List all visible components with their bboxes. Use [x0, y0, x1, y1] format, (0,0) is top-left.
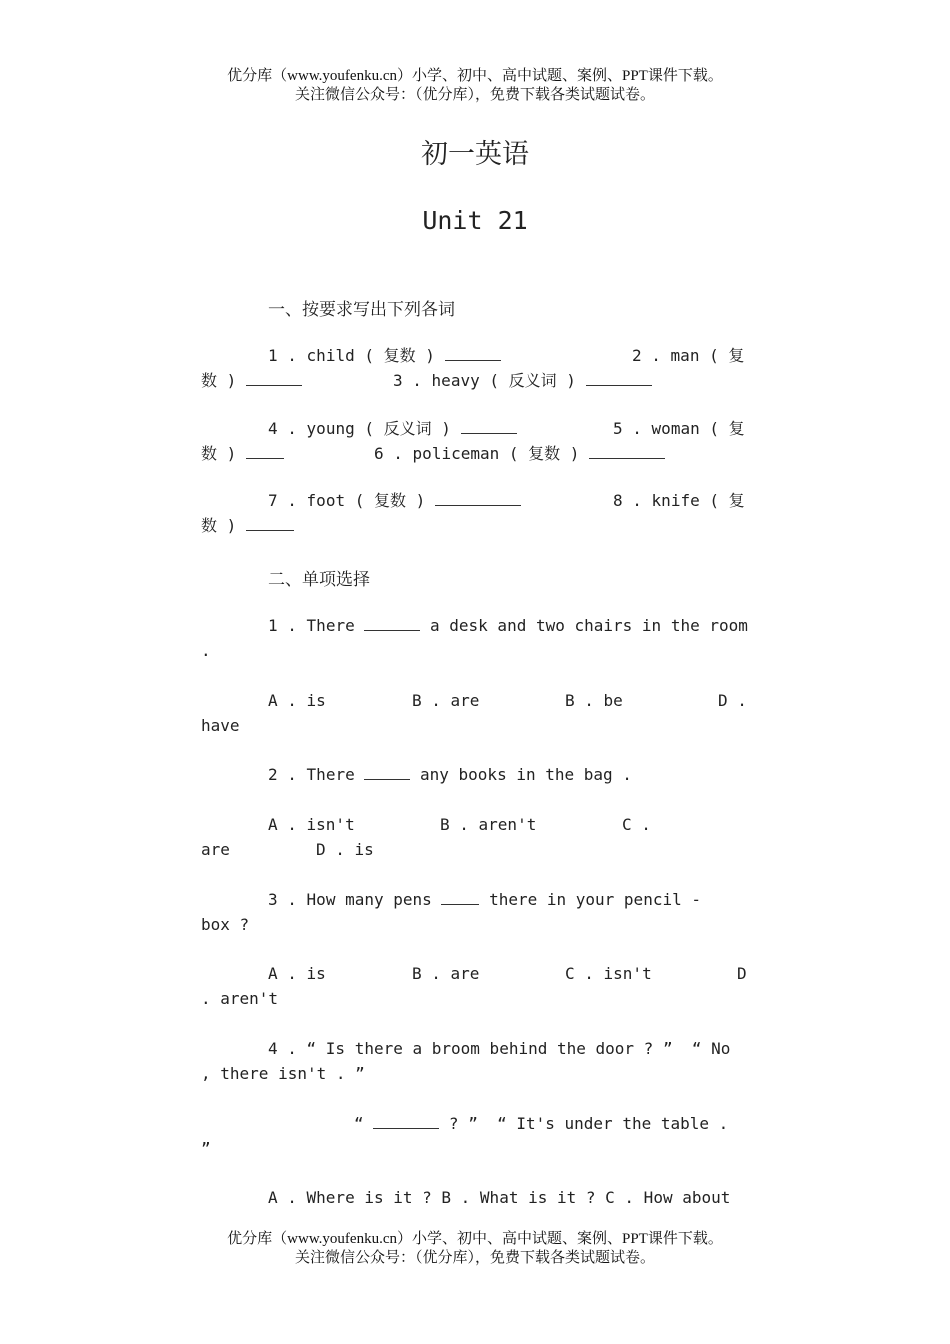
s1-item-5: 5 . woman ( 复	[613, 419, 745, 438]
q1-stem: 1 . There a desk and two chairs in the room	[268, 616, 748, 635]
s1-item-8-cont: 数 )	[201, 516, 294, 536]
s1-item-2-cont: 数 )	[201, 371, 302, 391]
q2-option-c: C .	[622, 815, 651, 834]
section-2-heading: 二、单项选择	[268, 570, 370, 590]
s1-item-1: 1 . child ( 复数 )	[268, 346, 501, 366]
q2-option-a: A . isn't	[268, 815, 355, 834]
q3-stem: 3 . How many pens there in your pencil -	[268, 890, 701, 909]
s1-item-4: 4 . young ( 反义词 )	[268, 419, 517, 439]
q3-stem-cont: box ?	[201, 915, 250, 934]
header-line-1: 优分库（www.youfenku.cn）小学、初中、高中试题、案例、PPT课件下载。	[227, 68, 723, 84]
q3-option-b: B . are	[412, 964, 480, 983]
q2-stem: 2 . There any books in the bag .	[268, 765, 632, 784]
q4-stem-cont: , there isn't . ”	[201, 1064, 365, 1083]
q2-option-d: D . is	[316, 840, 374, 859]
footer-line-2: 关注微信公众号：（优分库），免费下载各类试题试卷。	[294, 1250, 655, 1266]
q3-option-c: C . isn't	[565, 964, 652, 983]
q1-option-a: A . is	[268, 691, 326, 710]
q3-option-a: A . is	[268, 964, 326, 983]
q3-option-d-cont: . aren't	[201, 989, 279, 1008]
q1-option-d-cont: have	[201, 716, 240, 735]
q2-option-b: B . aren't	[440, 815, 537, 834]
s1-item-5-cont: 数 )	[201, 444, 284, 464]
q1-stem-end: .	[201, 641, 211, 660]
footer-line-1: 优分库（www.youfenku.cn）小学、初中、高中试题、案例、PPT课件下载。	[227, 1231, 723, 1247]
q2-option-c-cont: are	[201, 840, 230, 859]
section-1-heading: 一、按要求写出下列各词	[268, 300, 455, 320]
q1-option-b: B . are	[412, 691, 480, 710]
q1-option-d: D .	[718, 691, 747, 710]
q3-option-d: D	[737, 964, 747, 983]
s1-item-3: 3 . heavy ( 反义词 )	[393, 371, 652, 391]
q4-dialog-end: ”	[201, 1139, 211, 1158]
s1-item-7: 7 . foot ( 复数 )	[268, 491, 521, 511]
s1-item-8: 8 . knife ( 复	[613, 491, 745, 510]
page-title: 初一英语	[421, 139, 529, 170]
q1-option-c: B . be	[565, 691, 623, 710]
q4-dialog: “ ? ” “ It's under the table .	[354, 1114, 729, 1133]
s1-item-2: 2 . man ( 复	[632, 346, 745, 365]
header-line-2: 关注微信公众号：（优分库），免费下载各类试题试卷。	[294, 87, 655, 103]
q4-stem: 4 . “ Is there a broom behind the door ? ” “ No	[268, 1039, 731, 1058]
q4-options: A . Where is it ? B . What is it ? C . How about	[268, 1188, 731, 1207]
unit-subtitle: Unit 21	[422, 206, 528, 235]
s1-item-6: 6 . policeman ( 复数 )	[374, 444, 665, 464]
